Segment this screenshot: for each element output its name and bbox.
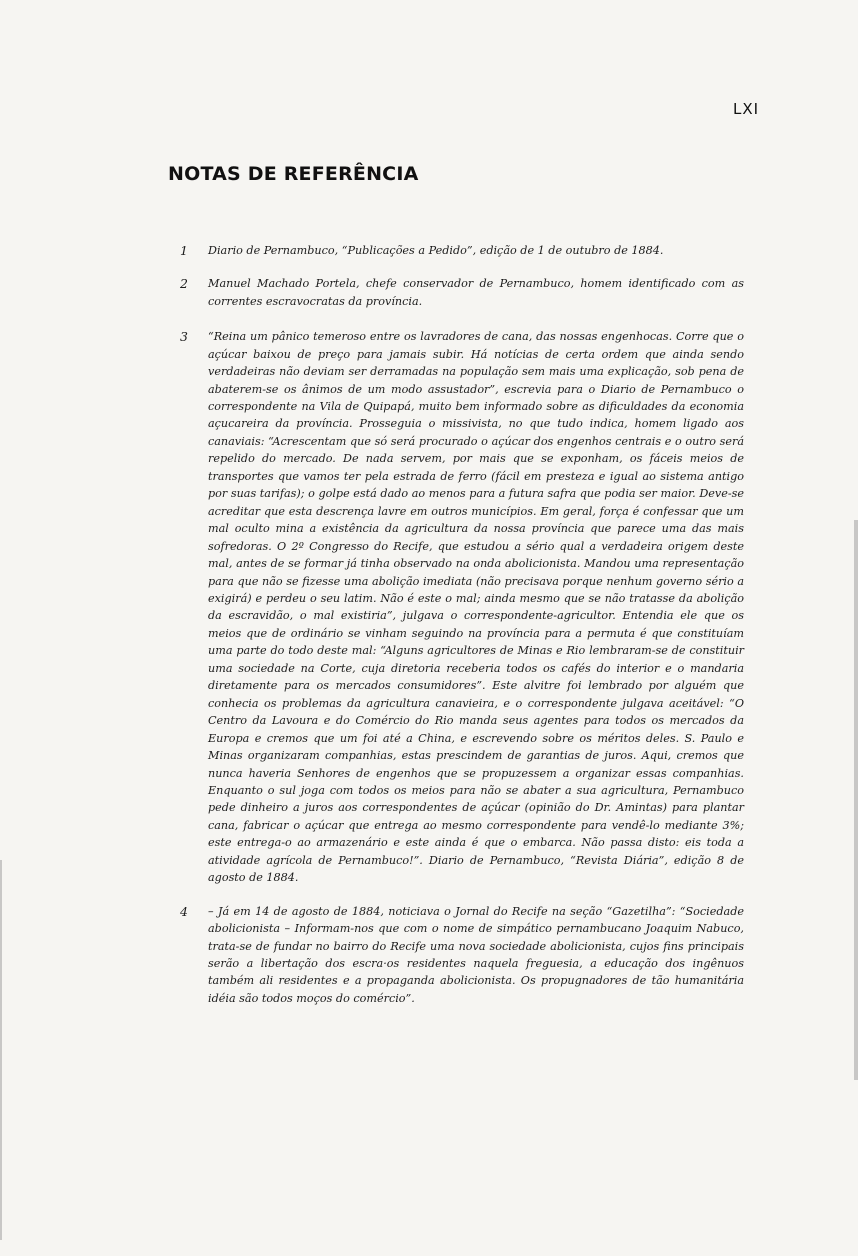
note-text: – Já em 14 de agosto de 1884, noticiava o Jornal do Recife na seção “Gazetilha”: “Sociedade abolicionista – Informam-nos que com o nome de simpático pernambucano Joaquim Nabuco, trata-se de fundar no bairro do Recife uma nova sociedade abolicionista, cujos fins principais serão a libertação dos escra·os residentes naquela freguesia, a educação dos ingênuos também ali residentes e a propaganda abolicionista. Os propugnadores de tão humanitária idéia são todos moços do comércio”. [208, 904, 744, 1005]
reference-note [170, 328, 744, 887]
note-number: 4 [180, 903, 188, 919]
reference-notes-list [170, 242, 744, 1024]
scan-right-edge [854, 520, 858, 1080]
note-text: Manuel Machado Portela, chefe conservador de Pernambuco, homem identificado com as correntes escravocratas da província. [208, 277, 744, 308]
note-number: 2 [180, 276, 188, 292]
note-number: 3 [180, 329, 188, 345]
note-number: 1 [180, 243, 188, 258]
scan-left-edge [0, 860, 2, 1240]
note-text: Diario de Pernambuco, “Publicações a Pedido”, edição de 1 de outubro de 1884. [208, 244, 664, 257]
reference-note [170, 903, 744, 1007]
page-heading: NOTAS DE REFERÊNCIA [168, 163, 419, 185]
page-number: LXI [733, 100, 760, 118]
note-text: “Reina um pânico temeroso entre os lavradores de cana, das nossas engenhocas. Corre que o açúcar baixou de preço para jamais subir. Há notícias de certa ordem que ainda sendo verdadeiras não deviam ser derramadas na população sem mais uma explicação, sob pena de abaterem-se os ânimos de um modo assustador”, escrevia para o Diario de Pernambuco o correspondente na Vila de Quipapá, muito bem informado sobre as dificuldades da economia açucareira da província. Prosseguia o missivista, no que tudo indica, homem ligado aos canaviais: “Acrescentam que só será procurado o açúcar dos engenhos centrais e o outro será repelido do mercado. De nada servem, por mais que se exponham, os fáceis meios de transportes que vamos ter pela estrada de ferro (fácil em presteza e igual ao sistema antigo por suas tarifas); o golpe está dado ao menos para a futura safra que podia ser maior. Deve-se acreditar que esta descrença lavre em outros municípios. Em geral, força é confessar que um mal oculto mina a existência da agricultura da nossa província que parece uma das mais sofredoras. O 2º Congresso do Recife, que estudou a sério qual a verdadeira origem deste mal, antes de se formar já tinha observado na onda abolicionista. Mandou uma representação para que não se fizesse uma abolição imediata (não precisava porque nenhum governo sério a exigirá) e perdeu o seu latim. Não é este o mal; ainda mesmo que se não tratasse da abolição da escravidão, o mal existiria”, julgava o correspondente-agricultor. Entendia ele que os meios que de ordinário se vinham seguindo na província para a permuta é que constituíam uma parte do todo deste mal: “Alguns agricultores de Minas e Rio lembraram-se de constituir uma sociedade na Corte, cuja diretoria receberia todos os cafés do interior e o mandaria diretamente para os mercados consumidores”. Este alvitre foi lembrado por alguém que conhecia os problemas da agricultura canavieira, e o correspondente julgava aceitável: “O Centro da Lavoura e do Comércio do Rio manda seus agentes para todos os mercados da Europa e cremos que um foi até a China, e escrevendo sobre os méritos deles. S. Paulo e Minas organizaram companhias, estas prescindem de garantias de juros. Aqui, cremos que nunca haveria Senhores de engenhos que se propuzessem a organizar essas companhias. Enquanto o sul joga com todos os meios para não se abater a sua agricultura, Pernambuco pede dinheiro a juros aos correspondentes de açúcar (opinião do Dr. Amintas) para plantar cana, fabricar o açúcar que entrega ao mesmo correspondente para vendê-lo mediante 3%; este entrega-o ao armazenário e este ainda é que o embarca. Não passa disto: eis toda a atividade agrícola de Pernambuco!”. Diario de Pernambuco, “Revista Diária”, edição 8 de agosto de 1884. [208, 330, 744, 885]
reference-note [170, 275, 744, 310]
reference-note [170, 242, 744, 259]
